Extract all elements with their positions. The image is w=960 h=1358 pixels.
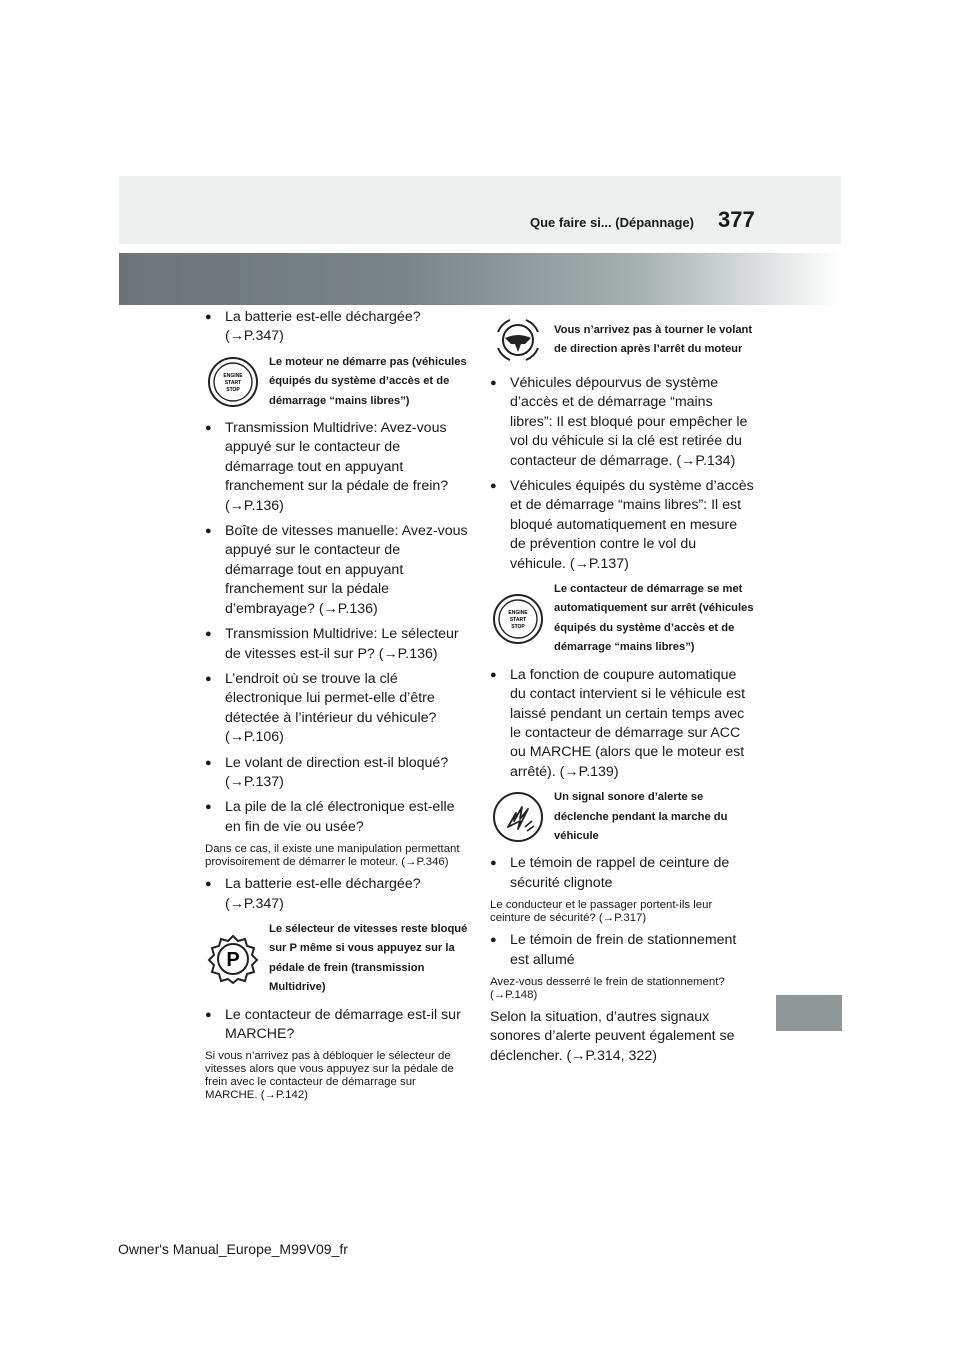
- note-paragraph: Avez-vous desserré le frein de stationnement? (→P.148): [490, 975, 725, 1001]
- shift-lock-p-icon: [205, 933, 261, 985]
- bullet-item: ● Véhicules dépourvus de système d’accès et de démarrage “mains libres”: Il est bloqué pour empêcher le vol du véhicule si la clé est retirée du contacteur de démarrage. (→P.134): [490, 375, 748, 469]
- bullet-item: ● La batterie est-elle déchargée? (→P.347): [205, 876, 421, 912]
- bullet-item: ● Le contacteur de démarrage est-il sur MARCHE?: [205, 1006, 461, 1042]
- bullet-item: ● La batterie est-elle déchargée? (→P.347): [205, 309, 421, 345]
- subsection-heading: [490, 580, 755, 658]
- section-title: Que faire si... (Dépannage): [530, 215, 694, 230]
- engine-label-line-2: START: [224, 379, 242, 386]
- bullet-item: ● Le volant de direction est-il bloqué? (→P.137): [205, 754, 449, 790]
- subsection-title: Le moteur ne démarre pas (véhicules équipés du système d’accès et de démarrage “mains libres”): [269, 355, 467, 407]
- chapter-tab: [776, 995, 842, 1031]
- bullet-item: ● Le témoin de frein de stationnement est allumé: [490, 932, 737, 968]
- closing-paragraph: Selon la situation, d’autres signaux sonores d’alerte peuvent également se déclencher. (→P.314, 322): [490, 1008, 735, 1064]
- engine-label-line-1: ENGINE: [508, 609, 528, 616]
- header-band: [119, 253, 841, 305]
- bullet-item: ● La fonction de coupure automatique du contact intervient si le véhicule est laissé pendant un certain temps avec le contacteur de démarrage sur ACC ou MARCHE (alors que le moteur est arrêté). (→P.139): [490, 666, 746, 780]
- p-label: P: [226, 948, 240, 971]
- engine-start-stop-icon: [205, 356, 261, 408]
- subsection-heading: [490, 788, 755, 846]
- note-paragraph: Dans ce cas, il existe une manipulation permettant provisoirement de démarrer le moteur. (→P.346): [205, 843, 460, 869]
- bullet-item: ● L’endroit où se trouve la clé électronique lui permet-elle d’être détectée à l’intérieur du véhicule? (→P.106): [205, 670, 437, 746]
- alarm-buzzer-icon: [490, 791, 546, 843]
- bullet-item: ● Transmission Multidrive: Avez-vous appuyé sur le contacteur de démarrage tout en appuyant franchement sur la pédale de frein? (→P.136): [205, 420, 449, 514]
- subsection-title: Un signal sonore d’alerte se déclenche pendant la marche du véhicule: [554, 791, 728, 842]
- steering-lock-icon: [490, 314, 546, 366]
- bullet-item: ● Boîte de vitesses manuelle: Avez-vous appuyé sur le contacteur de démarrage tout en appuyant franchement sur la pédale d’embrayage? (→P.136): [205, 523, 468, 617]
- footer-doc-id: Owner's Manual_Europe_M99V09_fr: [118, 1241, 348, 1257]
- right-column: [490, 308, 755, 1070]
- engine-label-line-1: ENGINE: [223, 372, 243, 379]
- subsection-heading: [205, 920, 470, 998]
- left-column: [205, 308, 470, 1108]
- page-number: 377: [718, 207, 755, 232]
- engine-label-line-2: START: [509, 616, 527, 623]
- bullet-item: ● Le témoin de rappel de ceinture de sécurité clignote: [490, 855, 730, 891]
- engine-start-stop-icon: [490, 593, 546, 645]
- bullet-item: ● La pile de la clé électronique est-elle en fin de vie ou usée?: [205, 799, 455, 835]
- subsection-title: Le sélecteur de vitesses reste bloqué sur P même si vous appuyez sur la pédale de frein (transmission Multidrive): [269, 922, 468, 994]
- engine-label-line-3: STOP: [511, 623, 525, 630]
- subsection-title: Vous n’arrivez pas à tourner le volant de direction après l’arrêt du moteur: [554, 323, 753, 355]
- engine-label-line-3: STOP: [226, 386, 240, 393]
- bullet-item: ● Véhicules équipés du système d’accès et de démarrage “mains libres”: Il est bloqué automatiquement en mesure de prévention contre le vol du véhicule. (→P.137): [490, 478, 754, 572]
- note-paragraph: Si vous n’arrivez pas à débloquer le sélecteur de vitesses alors que vous appuyez sur la pédale de frein avec le contacteur de démarrage sur MARCHE. (→P.142): [205, 1050, 454, 1102]
- subsection-heading: [205, 353, 470, 411]
- bullet-item: ● Transmission Multidrive: Le sélecteur de vitesses est-il sur P? (→P.136): [205, 626, 459, 662]
- note-paragraph: Le conducteur et le passager portent-ils leur ceinture de sécurité? (→P.317): [490, 899, 713, 925]
- subsection-heading: [490, 314, 755, 366]
- subsection-title: Le contacteur de démarrage se met automatiquement sur arrêt (véhicules équipés du système d’accès et de démarrage “mains libres”): [554, 583, 754, 654]
